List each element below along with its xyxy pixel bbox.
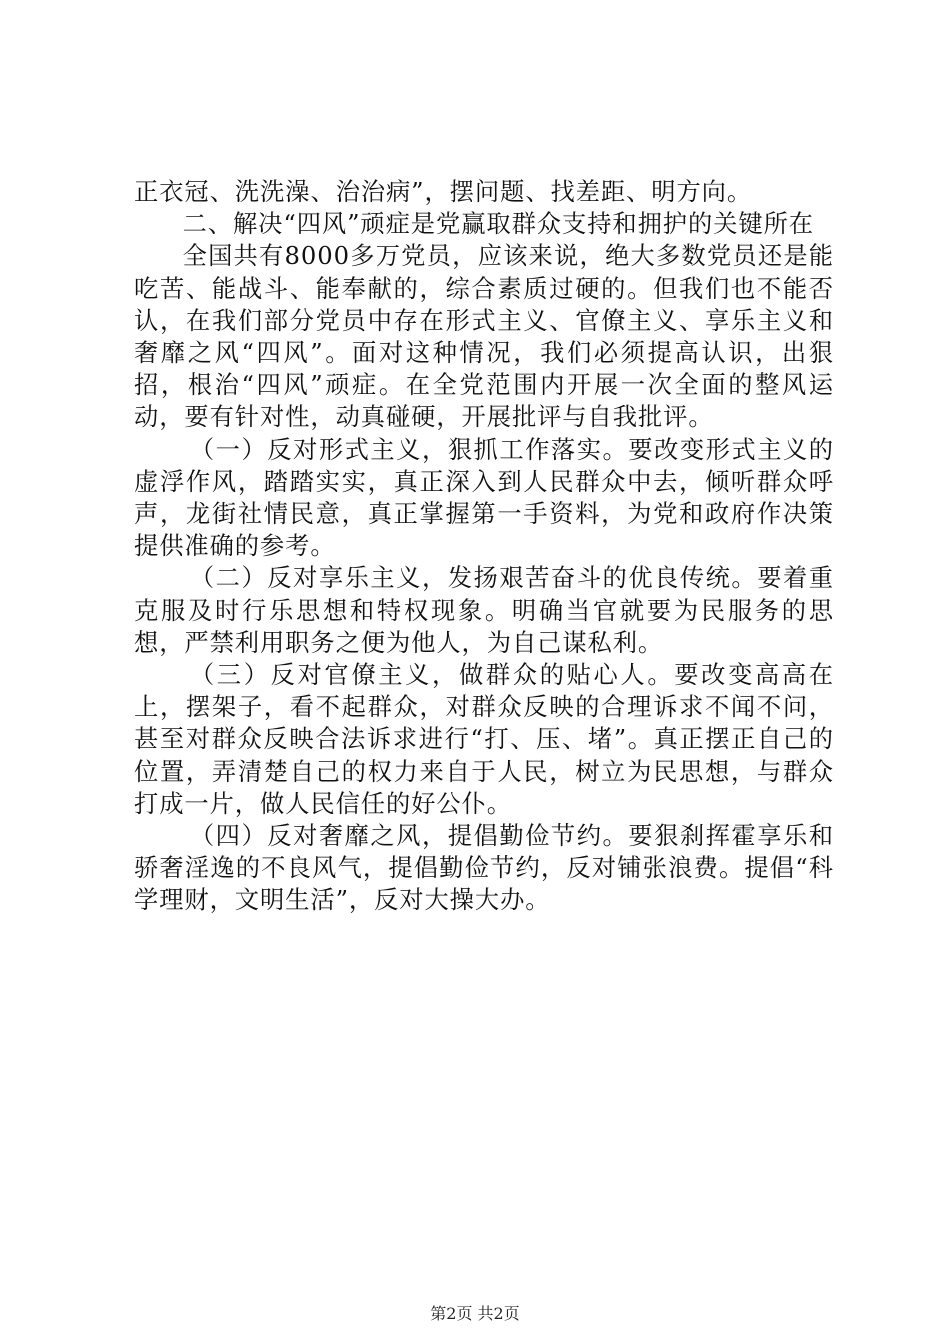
page-footer: 第2页 共2页	[430, 1304, 520, 1323]
paragraph-item-3: （三）反对官僚主义，做群众的贴心人。要改变高高在上，摆架子，看不起群众，对群众反映的合理诉求不闻不问，甚至对群众反映合法诉求进行“打、压、堵”。真正摆正自己的位置，弄清楚自己的权力来自于人民，树立为民思想，与群众打成一片，做人民信任的好公仆。	[134, 660, 834, 818]
paragraph-item-4: （四）反对奢靡之风，提倡勤俭节约。要狠刹挥霍享乐和骄奢淫逸的不良风气，提倡勤俭节约，反对铺张浪费。提倡“科学理财，文明生活”，反对大操大办。	[134, 821, 834, 915]
paragraph-item-1: （一）反对形式主义，狠抓工作落实。要改变形式主义的虚浮作风，踏踏实实，真正深入到人民群众中去，倾听群众呼声，龙街社情民意，真正掌握第一手资料，为党和政府作决策提供准确的参考。	[134, 434, 834, 561]
section-heading: 二、解决“四风”顽症是党赢取群众支持和拥护的关键所在	[182, 209, 814, 239]
paragraph-intro: 全国共有8000多万党员，应该来说，绝大多数党员还是能吃苦、能战斗、能奉献的，综合素质过硬的。但我们也不能否认，在我们部分党员中存在形式主义、官僚主义、享乐主义和奢靡之风“四风”。面对这种情况，我们必须提高认识，出狠招，根治“四风”顽症。在全党范围内开展一次全面的整风运动，要有针对性，动真碰硬，开展批评与自我批评。	[134, 241, 834, 432]
document-body	[134, 176, 834, 917]
paragraph-item-2: （二）反对享乐主义，发扬艰苦奋斗的优良传统。要着重克服及时行乐思想和特权现象。明确当官就要为民服务的思想，严禁利用职务之便为他人，为自己谋私利。	[134, 563, 834, 657]
paragraph-continuation: 正衣冠、洗洗澡、治治病”，摆问题、找差距、明方向。	[134, 177, 753, 206]
